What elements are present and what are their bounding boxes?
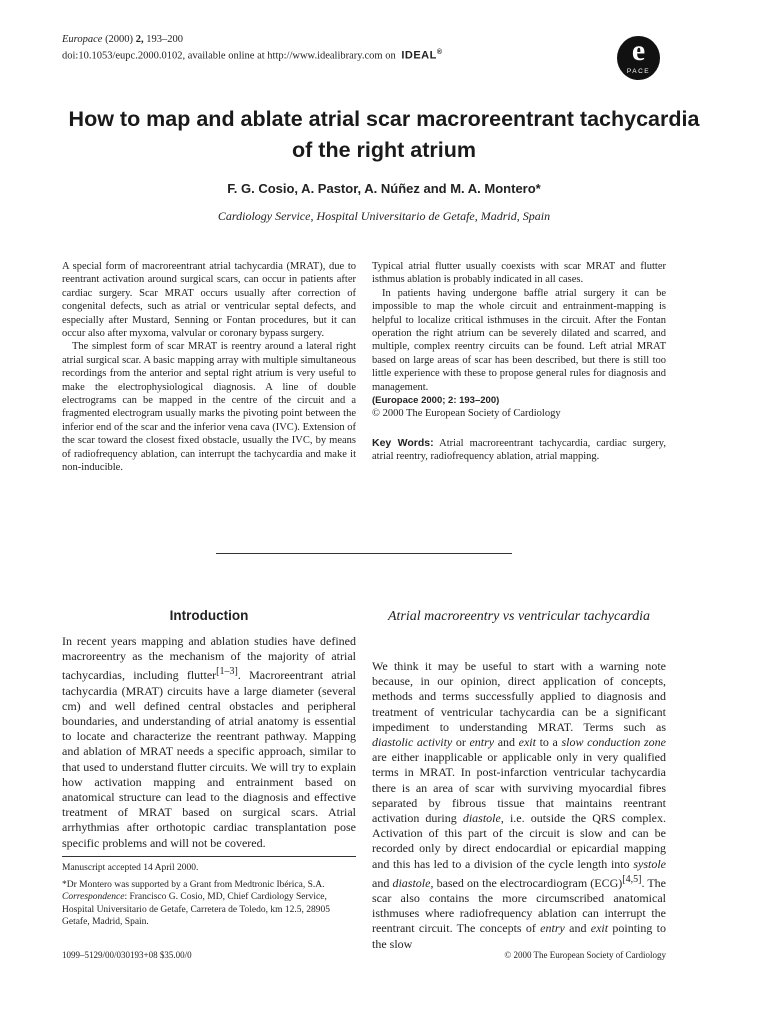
abstract-paragraph: In patients having undergone baffle atrial surgery it can be impossible to map the whole circuit and entrainment-mapping is helpful to localize critical isthmuses in the circuit. After the Fontan operation the right atrium can be severely dilated and scarred, and multiple, complex reentry circuits can be found. Left atrial MRAT based on large areas of scar has been described, but there is still too little experience with these to propose general rules for diagnosis and management. (372, 287, 666, 393)
correspondence-label: Correspondence (62, 892, 125, 903)
article-code: 1099–5129/00/030193+08 $35.00/0 (62, 950, 192, 960)
manuscript-note: Manuscript accepted 14 April 2000. (62, 863, 199, 873)
atrial-section-heading: Atrial macroreentry vs ventricular tachycardia (387, 609, 651, 624)
abstract-paragraph: Typical atrial flutter usually coexists with scar MRAT and flutter isthmus ablation is probably indicated in all cases. (372, 261, 666, 286)
abstract-right-column (372, 260, 666, 464)
epace-logo (616, 35, 661, 81)
journal-header (62, 33, 443, 63)
support-note: *Dr Montero was supported by a Grant from Medtronic Ibérica, S.A. Correspondence: Francisco G. Cosio, MD, Chief Cardiology Service, Hospital Universitario de Getafe, Carretera de Toledo, km 12.5, 28905 Getafe, Madrid, Spain. (62, 880, 330, 927)
atrial-section-text: We think it may be useful to start with a warning note because, in our opinion, direct application of concepts, methods and terms successfully applied to diagnosis and treatment of ventricular tachycardia can be a significant impediment to understanding MRAT. Terms such as diastolic activity or entry and exit to a slow conduction zone are either inapplicable or applicable only in very qualified terms in MRAT. In post-infarction ventricular tachycardia there is an area of scar with surviving myocardial fibres separated by fibrous tissue that maintains reentrant activation during diastole, i.e. outside the QRS complex. Activation of this part of the circuit is slow and can be recorded only by direct endocardial or epicardial mapping and this has led to a division of the cycle length into systole and diastole, based on the electrocardiogram (ECG)[4,5]. The scar also contains the more circumscribed anatomical isthmuses where radiofrequency ablation can interrupt the reentrant circuit. The concepts of entry and exit pointing to the slow (372, 659, 667, 951)
doi-line[interactable]: doi:10.1053/eupc.2000.0102, available online at http://www.idealibrary.com on (62, 50, 396, 62)
abstract-paragraph: The simplest form of scar MRAT is reentry around a lateral right atrial surgical scar. A basic mapping array with multiple simultaneous recordings from the anterior and septal right atrium is very useful to make the electrophysiological diagnosis. A line of double electrograms can be mapped in the centre of the circuit and a fragmented electrogram usually marks the pivoting point between the inferior end of the scar and the inferior vena cava (IVC). Extension of the scar toward the closest fixed obstacle, usually the IVC, by means of radiofrequency ablation, can interrupt the tachycardia and make it non-inducible. (62, 341, 356, 474)
footnote-divider (62, 856, 356, 857)
abstract-citation: (Europace 2000; 2: 193–200) (372, 395, 500, 407)
ideal-logo: IDEAL® (401, 49, 443, 62)
reference-link[interactable]: [4,5] (622, 873, 642, 885)
footer-copyright: © 2000 The European Society of Cardiology (504, 950, 666, 960)
journal-name: Europace (62, 34, 103, 45)
epace-logo-word: PACE (626, 68, 651, 75)
author-list: F. G. Cosio, A. Pastor, A. Núñez and M. A. Montero* (227, 181, 541, 196)
abstract-copyright: © 2000 The European Society of Cardiology (372, 408, 561, 420)
affiliation: Cardiology Service, Hospital Universitario de Getafe, Madrid, Spain (217, 209, 551, 223)
journal-pages: 193–200 (146, 34, 183, 45)
introduction-text: In recent years mapping and ablation studies have defined macroreentry as the mechanism of the majority of atrial tachycardias, including flutter[1–3]. Macroreentrant atrial tachycardia (MRAT) circuits have a large diameter (several cm) and well defined central obstacles and peripheral boundaries, and understanding of atrial anatomy is essential to locate and characterize the reentrant pathway. Mapping and ablation of MRAT needs a specific approach, similar to that used to understand flutter circuits. We will try to explain how activation mapping and entrainment based on anatomical structure can lead to the diagnosis and effective treatment of MRAT based on surgical scars. Atrial arrhythmias after orthotopic cardiac transplantation pose specific problems and will not be covered. (62, 634, 356, 850)
abstract-paragraph: A special form of macroreentrant atrial tachycardia (MRAT), due to reentrant activation around surgical scars, can occur in patients after cardiac surgery. Scar MRAT occurs usually after correction of congenital defects, such as atrial or ventricular septal defects, and especially after Mustard, Senning or Fontan procedures, but it can occur also after myxoma, valvular or coronary bypass surgery. (62, 261, 356, 340)
introduction-heading: Introduction (169, 608, 249, 623)
article-title: How to map and ablate atrial scar macroreentrant tachycardia of the right atrium (68, 107, 700, 162)
epace-logo-letter: e (631, 35, 646, 67)
reference-link[interactable]: [1–3] (216, 666, 238, 678)
abstract-left-column (62, 260, 356, 475)
abstract-divider (216, 553, 512, 554)
footnotes (62, 862, 356, 928)
journal-volume: 2, (135, 34, 144, 45)
journal-year: (2000) (105, 34, 134, 45)
keywords (372, 437, 666, 464)
keywords-text: Atrial macroreentrant tachycardia, cardiac surgery, atrial reentry, radiofrequency ablation, atrial mapping. (372, 437, 667, 463)
keywords-label: Key Words: (372, 436, 434, 449)
